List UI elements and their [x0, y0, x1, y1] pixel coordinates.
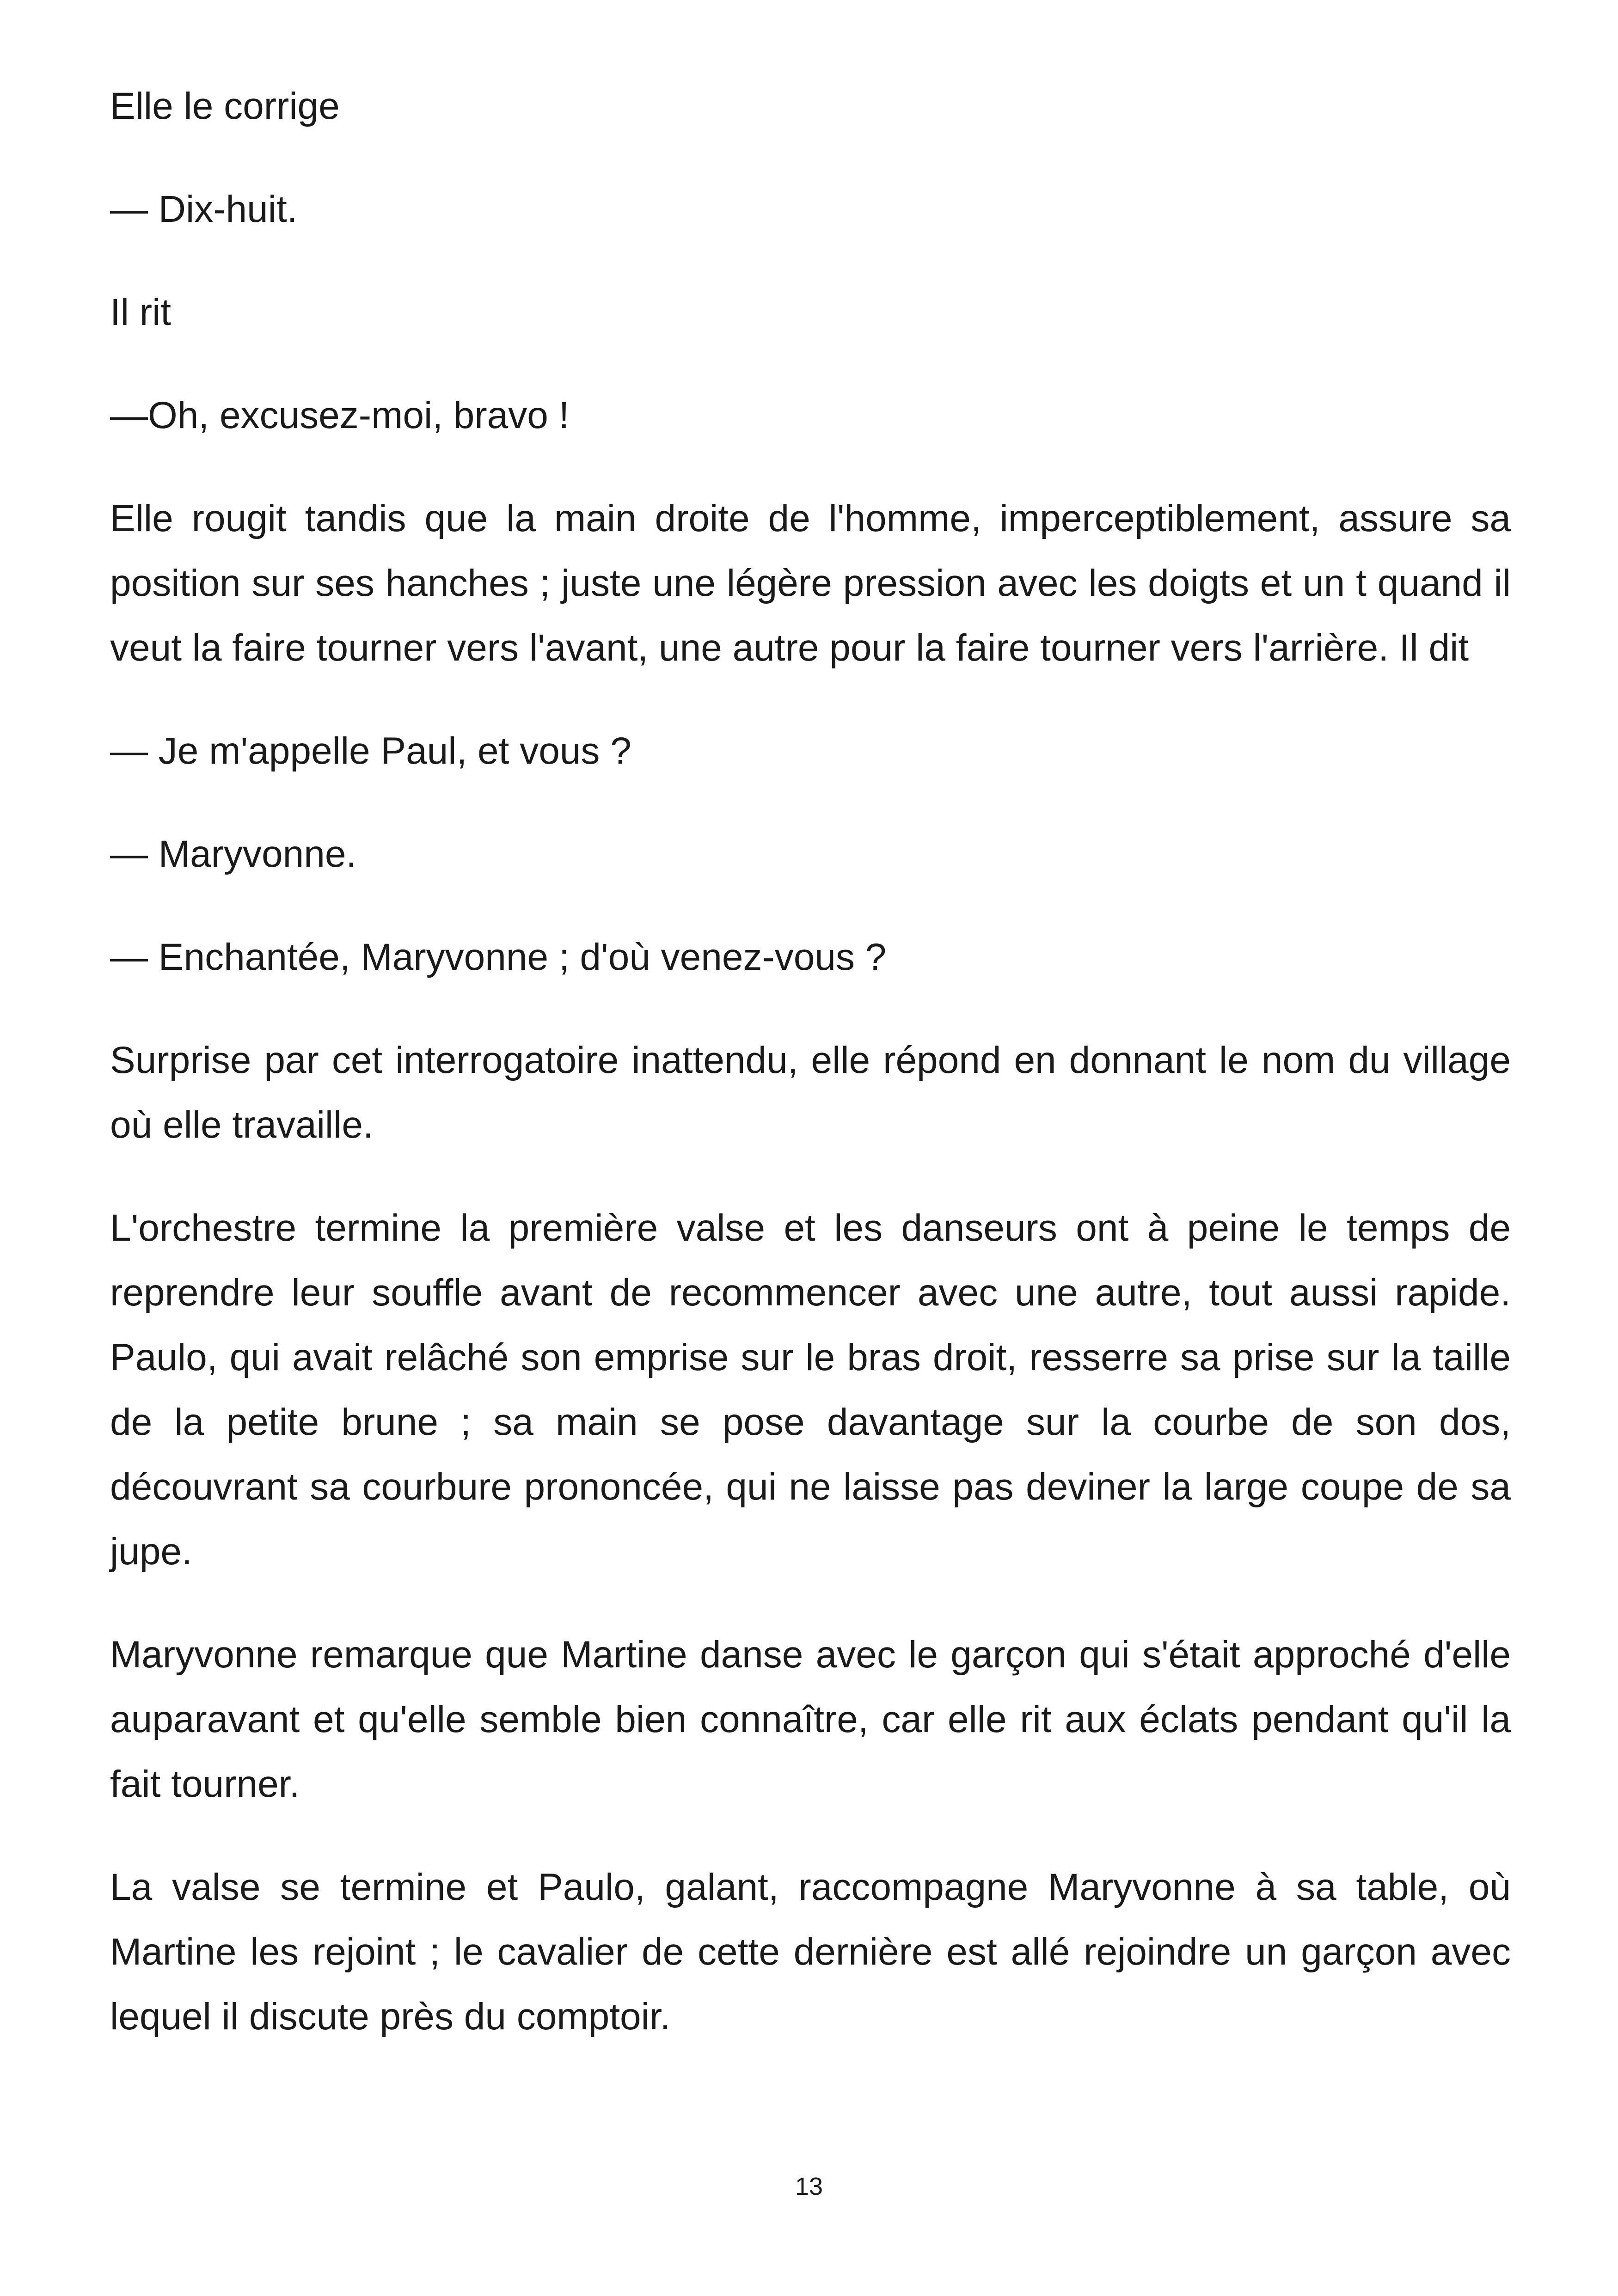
paragraph: — Enchantée, Maryvonne ; d'où venez-vous ?: [110, 936, 887, 978]
page-number: 13: [795, 2173, 823, 2200]
paragraph: L'orchestre termine la première valse et les danseurs ont à peine le temps de reprendre leur souffle avant de recommencer avec une autre, tout aussi rapide. Paulo, qui avait relâché son emprise sur le bras droit, resserre sa prise sur la taille de la petite brune ; sa main se pose davantage sur la courbe de son dos, découvrant sa courbure prononcée, qui ne laisse pas deviner la large coupe de sa jupe.: [110, 1207, 1511, 1573]
paragraph: Maryvonne remarque que Martine danse avec le garçon qui s'était approché d'elle auparavant et qu'elle semble bien connaître, car elle rit aux éclats pendant qu'il la fait tourner.: [110, 1634, 1511, 1805]
paragraph: — Dix-huit.: [110, 188, 298, 230]
paragraph: La valse se termine et Paulo, galant, raccompagne Maryvonne à sa table, où Martine les rejoint ; le cavalier de cette dernière est allé rejoindre un garçon avec lequel il discute près du comptoir.: [110, 1866, 1511, 2038]
paragraph: Elle rougit tandis que la main droite de l'homme, imperceptiblement, assure sa position sur ses hanches ; juste une légère pression avec les doigts et un t quand il veut la faire tourner vers l'avant, une autre pour la faire tourner vers l'arrière. Il dit: [110, 497, 1511, 669]
paragraph: Il rit: [110, 291, 172, 333]
paragraph: Surprise par cet interrogatoire inattendu, elle répond en donnant le nom du village où elle travaille.: [110, 1039, 1511, 1146]
paragraph: Elle le corrige: [110, 85, 340, 127]
paragraph: — Maryvonne.: [110, 833, 357, 875]
page-body: [110, 74, 1511, 2088]
paragraph: —Oh, excusez-moi, bravo !: [110, 394, 570, 436]
paragraph: — Je m'appelle Paul, et vous ?: [110, 730, 631, 772]
